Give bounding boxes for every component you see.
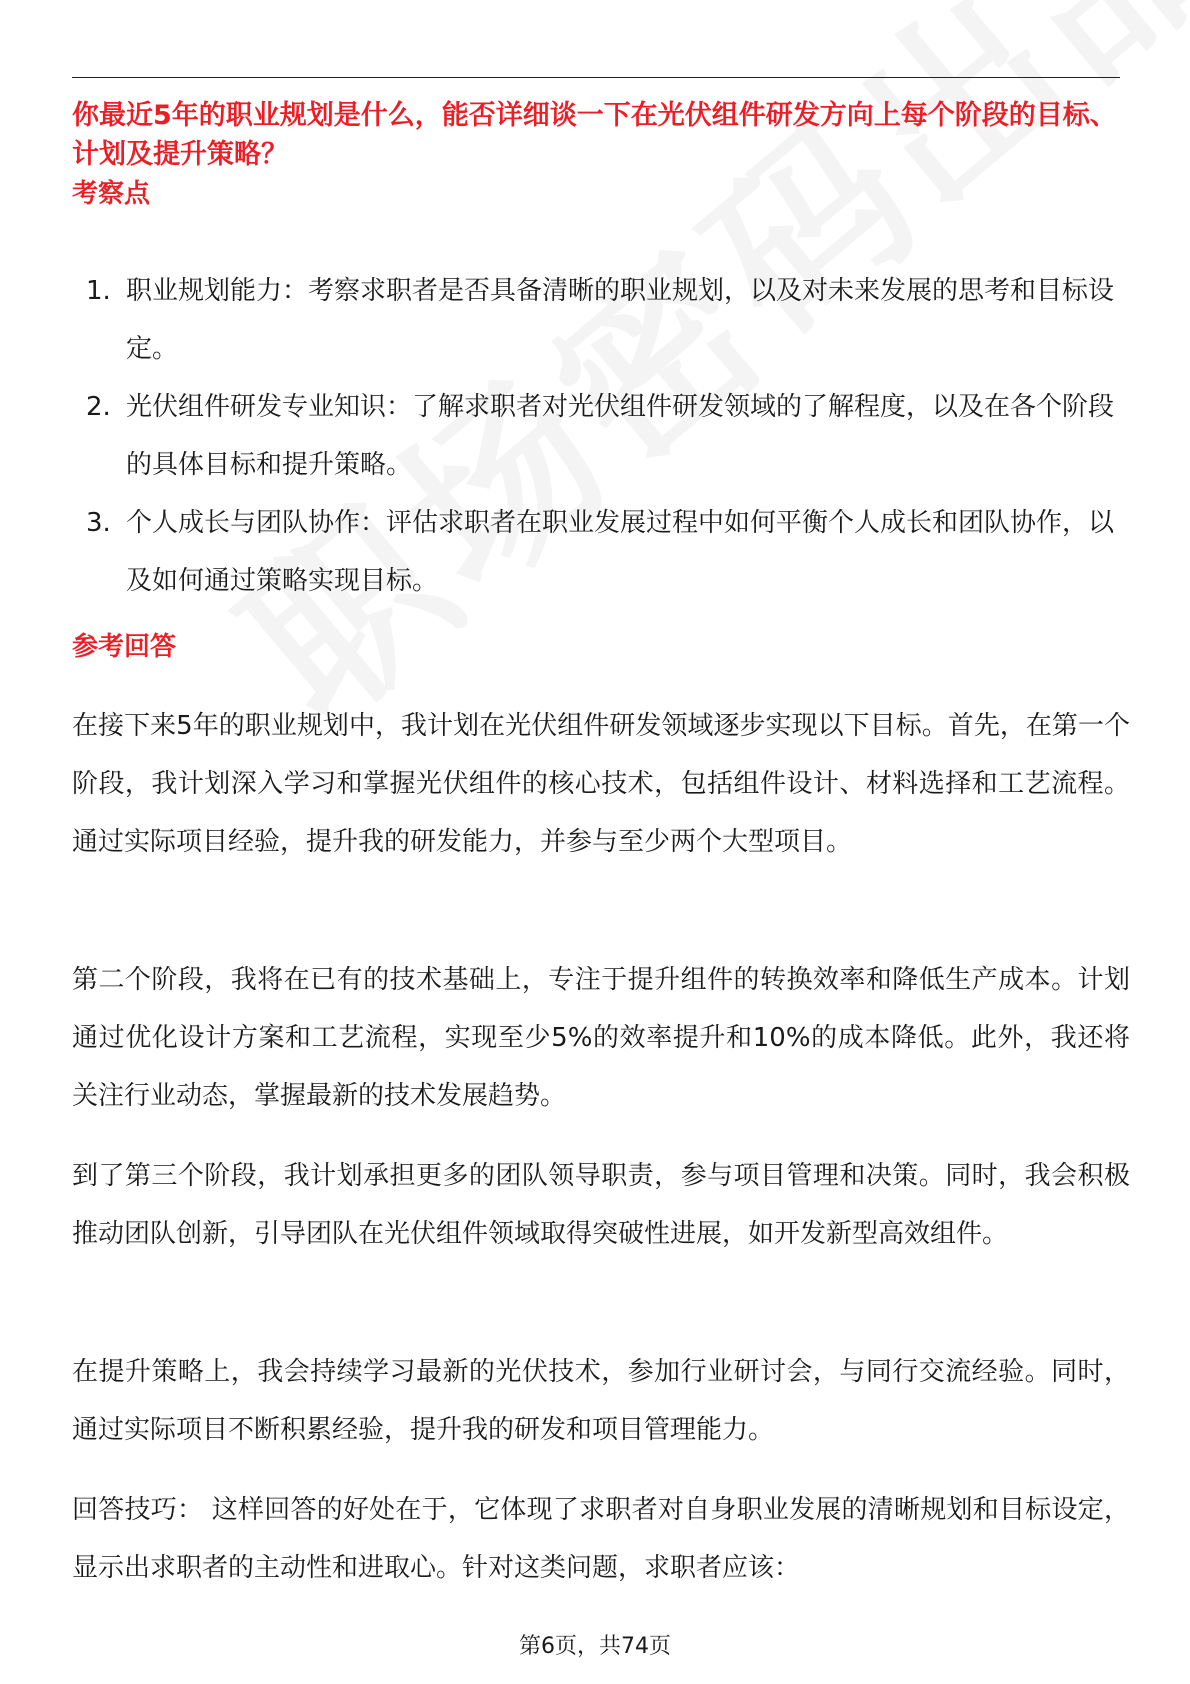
header-rule (72, 77, 1120, 78)
assessment-point-text: 光伏组件研发专业知识：了解求职者对光伏组件研发领域的了解程度，以及在各个阶段的具体目标和提升策略。 (126, 392, 1115, 480)
answer-paragraph: 在接下来5年的职业规划中，我计划在光伏组件研发领域逐步实现以下目标。首先，在第一个阶段，我计划深入学习和掌握光伏组件的核心技术，包括组件设计、材料选择和工艺流程。通过实际项目经验，提升我的研发能力，并参与至少两个大型项目。 (72, 711, 1130, 857)
assessment-point-text: 职业规划能力：考察求职者是否具备清晰的职业规划，以及对未来发展的思考和目标设定。 (126, 276, 1115, 364)
answer-heading: 参考回答 (72, 632, 177, 662)
question-title: 你最近5年的职业规划是什么，能否详细谈一下在光伏组件研发方向上每个阶段的目标、计划及提升策略？ (72, 100, 1117, 170)
answer-paragraph: 在提升策略上，我会持续学习最新的光伏技术，参加行业研讨会，与同行交流经验。同时，通过实际项目不断积累经验，提升我的研发和项目管理能力。 (72, 1357, 1130, 1445)
list-number: 3. (86, 508, 111, 538)
assessment-points-list (72, 262, 1132, 610)
answer-paragraph: 第二个阶段，我将在已有的技术基础上，专注于提升组件的转换效率和降低生产成本。计划通过优化设计方案和工艺流程，实现至少5%的效率提升和10%的成本降低。此外，我还将关注行业动态，掌握最新的技术发展趋势。 (72, 965, 1130, 1111)
list-number: 2. (86, 392, 111, 422)
assessment-point-text: 个人成长与团队协作：评估求职者在职业发展过程中如何平衡个人成长和团队协作，以及如何通过策略实现目标。 (126, 508, 1115, 596)
assessment-point (72, 494, 1132, 610)
list-number: 1. (86, 276, 111, 306)
assessment-heading: 考察点 (72, 179, 151, 209)
assessment-point (72, 262, 1132, 378)
page-number-footer: 第6页，共74页 (519, 1634, 671, 1659)
answer-paragraph: 到了第三个阶段，我计划承担更多的团队领导职责，参与项目管理和决策。同时，我会积极推动团队创新，引导团队在光伏组件领域取得突破性进展，如开发新型高效组件。 (72, 1161, 1130, 1249)
assessment-point (72, 378, 1132, 494)
answer-tips-paragraph: 回答技巧： 这样回答的好处在于，它体现了求职者对自身职业发展的清晰规划和目标设定，显示出求职者的主动性和进取心。针对这类问题，求职者应该： (72, 1495, 1130, 1583)
